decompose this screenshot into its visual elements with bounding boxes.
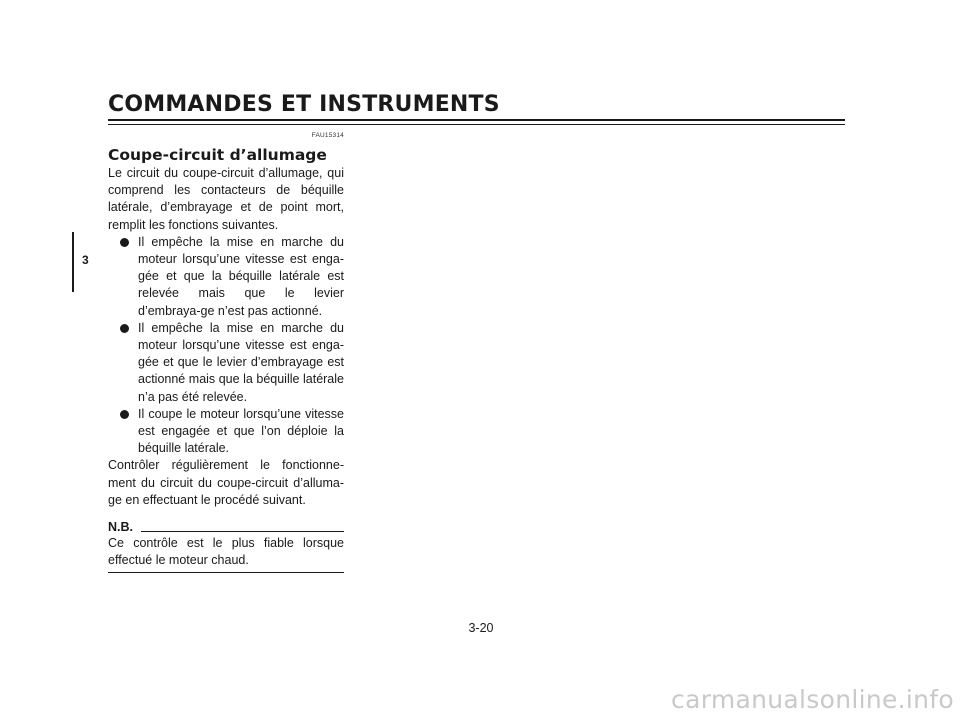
- list-item: [108, 406, 344, 458]
- header-rule-thin: [108, 124, 845, 125]
- note-footer-rule: [108, 572, 344, 573]
- list-item-text: Il empêche la mise en marche du moteur lorsqu’une vitesse est enga-gée et que le levier d’embrayage est actionné mais que la béquille latérale n’a pas été relevée.: [138, 320, 344, 404]
- outro-paragraph: Contrôler régulièrement le fonctionne-ment du circuit du coupe-circuit d’alluma-ge en effectuant le procédé suivant.: [108, 458, 344, 507]
- section-code: FAU15314: [311, 132, 344, 139]
- section-title: Coupe-circuit d’allumage: [108, 146, 327, 164]
- list-item-text: Il empêche la mise en marche du moteur lorsqu’une vitesse est enga-gée et que la béquille latérale est relevée mais que le levier d’embraya-ge n’est pas actionné.: [138, 234, 344, 318]
- note-header: [108, 518, 344, 534]
- bullet-icon: [120, 410, 129, 419]
- bullet-icon: [120, 238, 129, 247]
- header-rule-thick: [108, 119, 845, 121]
- chapter-number: 3: [82, 253, 89, 267]
- note-box: [108, 518, 344, 573]
- list-item-text: Il coupe le moteur lorsqu’une vitesse est engagée et que l’on déploie la béquille latérale.: [138, 406, 344, 456]
- note-label: N.B.: [108, 520, 133, 535]
- list-item: [108, 320, 344, 406]
- function-list: [108, 234, 344, 458]
- page-number: 3-20: [468, 621, 494, 635]
- bullet-icon: [120, 324, 129, 333]
- note-text: Ce contrôle est le plus fiable lorsque effectué le moteur chaud.: [108, 536, 344, 568]
- intro-paragraph: Le circuit du coupe-circuit d’allumage, qui comprend les contacteurs de béquille latérale, d’embrayage et de point mort, remplit les fonctions suivantes.: [108, 166, 344, 232]
- list-item: [108, 234, 344, 320]
- header-title: COMMANDES ET INSTRUMENTS: [108, 92, 500, 117]
- note-header-rule: [141, 531, 344, 532]
- watermark: carmanualsonline.info: [671, 685, 954, 714]
- content-column: [108, 132, 344, 573]
